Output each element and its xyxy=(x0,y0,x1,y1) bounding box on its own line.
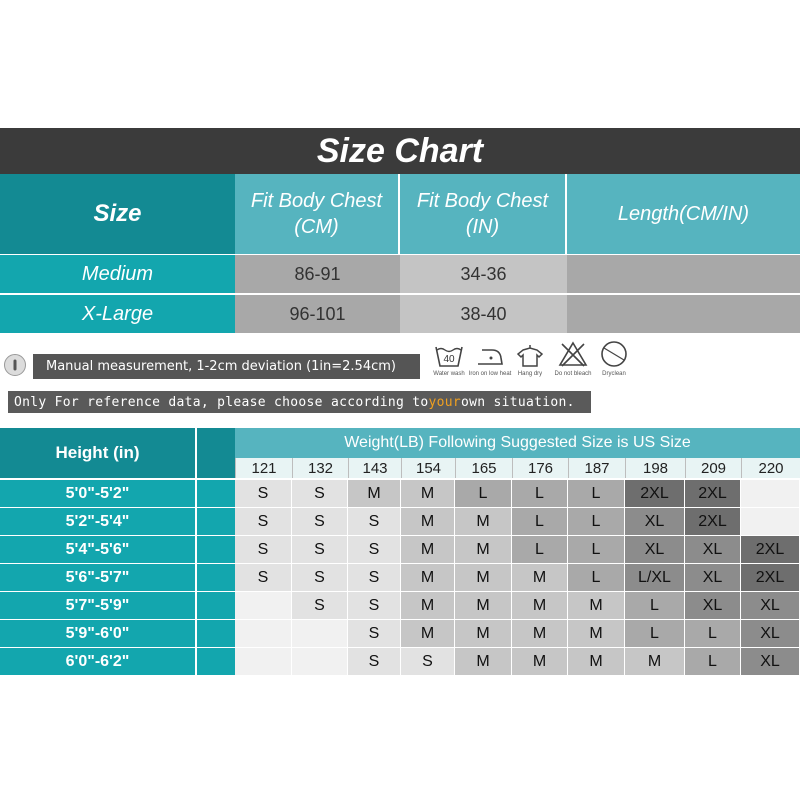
size-cell: M xyxy=(512,564,567,591)
size-cell: 2XL xyxy=(685,480,740,507)
size-cell xyxy=(292,620,347,647)
size-header-label: Fit Body Chest (IN) xyxy=(416,190,549,238)
weight-column-header: 132 xyxy=(292,458,348,478)
height-row-label: 5'2"-5'4" xyxy=(0,508,195,535)
care-label-hang-dry: Hang dry xyxy=(517,371,543,377)
height-row-label: 5'4"-5'6" xyxy=(0,536,195,563)
size-cell: M xyxy=(512,648,567,675)
size-cell: L xyxy=(512,508,567,535)
size-cell: M xyxy=(401,480,454,507)
chest-in-cell: 38-40 xyxy=(400,295,567,333)
length-cell xyxy=(567,255,800,293)
size-cell: XL xyxy=(741,648,799,675)
size-cell: M xyxy=(512,592,567,619)
size-cell: S xyxy=(292,536,347,563)
weight-column-header: 187 xyxy=(568,458,625,478)
size-cell: XL xyxy=(741,620,799,647)
size-cell: S xyxy=(292,508,347,535)
size-cell: M xyxy=(625,648,684,675)
reference-note xyxy=(8,391,591,413)
reference-text-highlight: your xyxy=(428,394,461,410)
size-cell: S xyxy=(348,620,400,647)
size-cell: M xyxy=(401,620,454,647)
size-cell: 2XL xyxy=(741,536,799,563)
height-row-label: 5'0"-5'2" xyxy=(0,480,195,507)
size-cell: S xyxy=(401,648,454,675)
height-row-spacer xyxy=(197,648,235,675)
no-bleach-icon xyxy=(553,338,593,384)
height-row-spacer xyxy=(197,620,235,647)
size-cell: M xyxy=(568,620,624,647)
size-cell: 2XL xyxy=(625,480,684,507)
size-cell: XL xyxy=(685,536,740,563)
chest-cm-cell: 96-101 xyxy=(235,295,400,333)
size-header-label: Fit Body Chest (CM) xyxy=(250,190,383,238)
warning-icon xyxy=(4,354,26,376)
height-row-label: 5'7"-5'9" xyxy=(0,592,195,619)
size-cell: L/XL xyxy=(625,564,684,591)
height-row-label: 5'9"-6'0" xyxy=(0,620,195,647)
weight-column-header: 165 xyxy=(455,458,512,478)
size-cell: L xyxy=(568,564,624,591)
height-row-spacer xyxy=(197,480,235,507)
size-row-label: X-Large xyxy=(0,295,235,333)
size-cell: XL xyxy=(625,536,684,563)
chest-cm-cell: 86-91 xyxy=(235,255,400,293)
reference-text-pre: Only For reference data, please choose according to xyxy=(14,394,429,410)
size-cell: S xyxy=(292,592,347,619)
size-cell: L xyxy=(685,620,740,647)
size-cell: M xyxy=(568,648,624,675)
size-cell xyxy=(741,508,799,535)
size-cell: S xyxy=(348,508,400,535)
size-cell: M xyxy=(455,564,511,591)
height-row-label: 6'0"-6'2" xyxy=(0,648,195,675)
size-cell: M xyxy=(401,536,454,563)
size-cell: XL xyxy=(625,508,684,535)
size-cell: S xyxy=(348,592,400,619)
size-cell: M xyxy=(455,508,511,535)
water-wash-temp: 40 xyxy=(443,354,455,365)
size-cell: M xyxy=(512,620,567,647)
iron-icon xyxy=(470,338,510,384)
size-header-col-3 xyxy=(567,174,800,254)
care-label-no-bleach: Do not bleach xyxy=(554,371,592,377)
hang-dry-icon xyxy=(510,338,550,384)
care-label-water-wash: Water wash xyxy=(433,371,465,377)
size-header: Size xyxy=(0,174,235,254)
size-cell xyxy=(292,648,347,675)
size-cell xyxy=(741,480,799,507)
size-cell: L xyxy=(568,508,624,535)
height-row-spacer xyxy=(197,536,235,563)
size-cell: S xyxy=(235,564,291,591)
size-cell: M xyxy=(455,592,511,619)
height-row-spacer xyxy=(197,508,235,535)
weight-column-header: 176 xyxy=(512,458,568,478)
size-cell: S xyxy=(235,480,291,507)
size-cell: M xyxy=(401,564,454,591)
weight-header: Weight(LB) Following Suggested Size is US Size xyxy=(235,428,800,458)
size-cell: M xyxy=(455,620,511,647)
size-cell xyxy=(235,648,291,675)
weight-column-header: 154 xyxy=(401,458,455,478)
size-cell: XL xyxy=(685,592,740,619)
size-cell: M xyxy=(348,480,400,507)
reference-text-post: own situation. xyxy=(460,394,575,410)
size-header-col-2 xyxy=(400,174,565,254)
size-cell xyxy=(235,620,291,647)
care-label-iron: Iron on low heat xyxy=(468,371,512,377)
size-cell: S xyxy=(348,648,400,675)
weight-column-header: 220 xyxy=(741,458,800,478)
size-cell: 2XL xyxy=(685,508,740,535)
size-cell: S xyxy=(235,536,291,563)
care-label-dryclean: Dryclean xyxy=(602,371,626,377)
size-cell: S xyxy=(348,564,400,591)
height-row-spacer xyxy=(197,564,235,591)
size-cell: L xyxy=(568,480,624,507)
size-cell: XL xyxy=(685,564,740,591)
size-cell: M xyxy=(401,592,454,619)
size-cell: L xyxy=(455,480,511,507)
size-cell: L xyxy=(685,648,740,675)
weight-column-header: 121 xyxy=(235,458,292,478)
size-cell: M xyxy=(401,508,454,535)
size-cell: S xyxy=(292,564,347,591)
size-cell: M xyxy=(568,592,624,619)
height-row-label: 5'6"-5'7" xyxy=(0,564,195,591)
weight-column-header: 209 xyxy=(685,458,741,478)
water-wash-icon xyxy=(429,338,469,384)
measurement-note: Manual measurement, 1-2cm deviation (1in=2.54cm) xyxy=(33,354,420,379)
size-cell: L xyxy=(625,620,684,647)
size-cell: L xyxy=(568,536,624,563)
length-cell xyxy=(567,295,800,333)
size-cell: L xyxy=(512,536,567,563)
weight-column-header: 143 xyxy=(348,458,401,478)
dryclean-icon xyxy=(594,338,634,384)
size-cell: S xyxy=(348,536,400,563)
size-cell: XL xyxy=(741,592,799,619)
size-cell: M xyxy=(455,536,511,563)
size-cell: S xyxy=(235,508,291,535)
size-cell: 2XL xyxy=(741,564,799,591)
size-header-col-1 xyxy=(235,174,398,254)
height-header: Height (in) xyxy=(0,428,195,478)
height-header-spacer xyxy=(197,428,235,478)
chest-in-cell: 34-36 xyxy=(400,255,567,293)
chart-title: Size Chart xyxy=(0,128,800,174)
size-cell: L xyxy=(512,480,567,507)
size-cell: L xyxy=(625,592,684,619)
size-cell xyxy=(235,592,291,619)
size-cell: M xyxy=(455,648,511,675)
weight-column-header: 198 xyxy=(625,458,685,478)
height-row-spacer xyxy=(197,592,235,619)
size-header-label: Length(CM/IN) xyxy=(617,203,750,225)
size-row-label: Medium xyxy=(0,255,235,293)
size-cell: S xyxy=(292,480,347,507)
